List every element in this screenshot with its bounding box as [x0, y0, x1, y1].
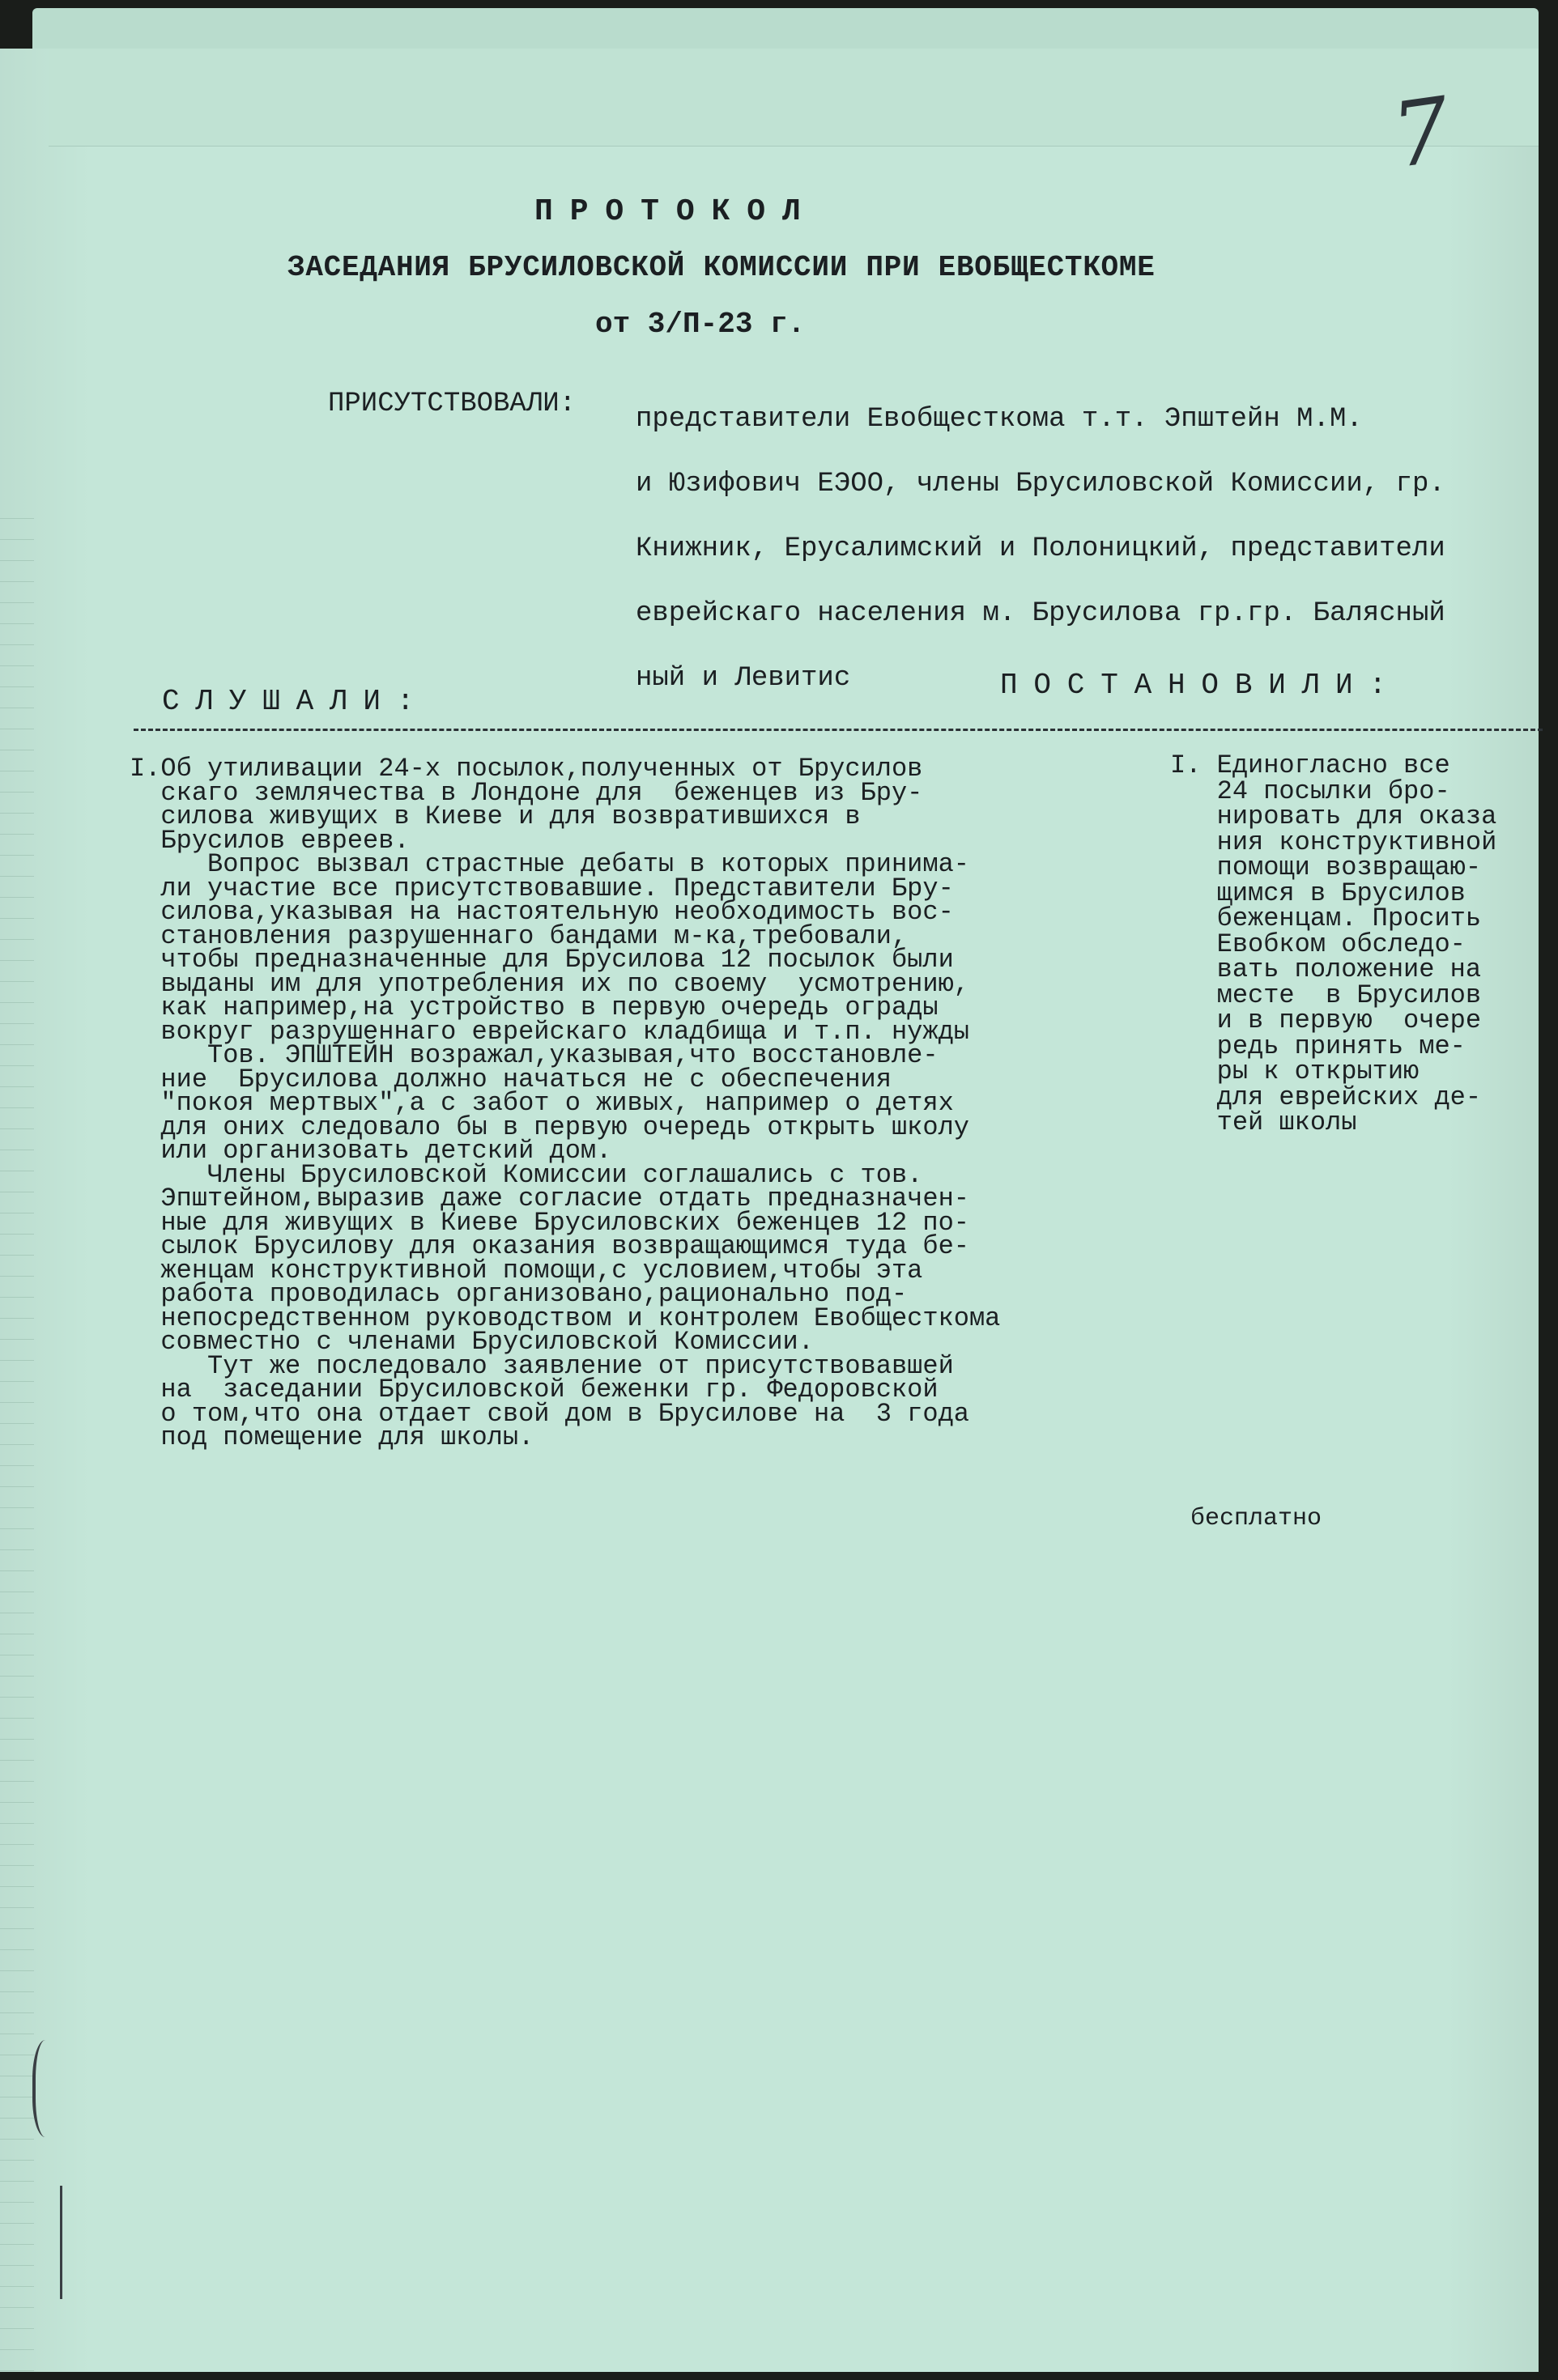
header-divider	[134, 729, 1543, 731]
heard-line: непосредственном руководством и контролем Евобщесткома	[130, 1303, 1001, 1333]
document-subtitle: ЗАСЕДАНИЯ БРУСИЛОВСКОЙ КОМИССИИ ПРИ ЕВОБЩЕСТКОМЕ	[287, 251, 1156, 284]
heard-line: силова живущих в Киеве и для возвратившихся в	[130, 801, 861, 831]
heard-line: силова,указывая на настоятельную необходимость вос-	[130, 897, 954, 927]
resolved-line: ры к открытию	[1170, 1056, 1420, 1086]
attendee-line: представители Евобщесткома т.т. Эпштейн М.М.	[636, 404, 1363, 435]
heard-line: выданы им для употребления их по своему усмотрению,	[130, 968, 969, 999]
heard-line: становления разрушеннаго бандами м-ка,требовали,	[130, 920, 908, 951]
resolved-line: и в первую очере	[1170, 1005, 1482, 1035]
top-sheet-edge	[49, 49, 1539, 147]
heard-line: Эпштейном,выразив даже согласие отдать предназначен-	[130, 1184, 969, 1213]
resolved-line: редь принять ме-	[1170, 1031, 1466, 1061]
heard-line: ные для живущих в Киеве Брусиловских беженцев 12 по-	[130, 1207, 969, 1238]
heard-line: скаго землячества в Лондоне для беженцев из Бру-	[130, 777, 923, 808]
heard-line: сылок Брусилову для оказания возвращающимся туда бе-	[130, 1231, 969, 1261]
heard-line: Вопрос вызвал страстные дебаты в которых принима-	[130, 849, 969, 879]
graph-paper-strip	[0, 518, 34, 2380]
heard-line: Тов. ЭПШТЕЙН возражал,указывая,что восстановле-	[130, 1040, 939, 1070]
heard-line: Брусилов евреев.	[130, 825, 410, 856]
column-resolved-header: ПОСТАНОВИЛИ:	[1000, 669, 1403, 702]
heard-line: совместно с членами Брусиловской Комиссии.	[130, 1327, 814, 1357]
resolved-line: для еврейских де-	[1170, 1082, 1482, 1112]
heard-line: Тут же последовало заявление от присутствовавшей	[130, 1350, 954, 1381]
heard-line: для оних следовало бы в первую очередь открыть школу	[130, 1111, 969, 1142]
heard-line: под помещение для школы.	[130, 1422, 534, 1452]
heard-line: или организовать детский дом.	[130, 1136, 612, 1166]
resolved-line: месте в Брусилов	[1170, 980, 1482, 1010]
attendee-line: и Юзифович ЕЭОО, члены Брусиловской Комиссии, гр.	[636, 469, 1445, 499]
page-number: 7	[1386, 77, 1457, 189]
resolved-line: помощи возвращаю-	[1170, 852, 1482, 882]
attendees-label: ПРИСУТСТВОВАЛИ:	[328, 389, 577, 419]
heard-line: на заседании Брусиловской беженки гр. Федоровской	[130, 1375, 939, 1405]
attendees-list	[636, 387, 1445, 711]
column-heard-header: СЛУШАЛИ:	[162, 685, 431, 718]
handwritten-insert: бесплатно	[1190, 1505, 1322, 1532]
attendee-line: Книжник, Ерусалимский и Полоницкий, представители	[636, 533, 1445, 564]
document-title: ПРОТОКОЛ	[534, 194, 818, 229]
heard-line: ли участие все присутствовавшие. Представители Бру-	[130, 873, 954, 903]
heard-line: женцам конструктивной помощи,с условием,чтобы эта	[130, 1255, 923, 1286]
resolved-line: Евобком обследо-	[1170, 929, 1466, 959]
heard-line: чтобы предназначенные для Брусилова 12 посылок были	[130, 945, 954, 975]
resolved-line: 24 посылки бро-	[1170, 776, 1450, 806]
attendee-line: еврейскаго населения м. Брусилова гр.гр. Балясный	[636, 598, 1445, 629]
heard-line: как например,на устройство в первую очередь ограды	[130, 992, 939, 1022]
heard-line: "покоя мертвых",а с забот о живых, например о детях	[130, 1088, 954, 1118]
heard-line: ние Брусилова должно начаться не с обеспечения	[130, 1064, 892, 1094]
heard-section	[130, 754, 1001, 1452]
resolved-line: беженцам. Просить	[1170, 903, 1482, 933]
heard-line: Члены Брусиловской Комиссии соглашались с тов.	[130, 1159, 923, 1190]
resolved-line: вать положение на	[1170, 954, 1482, 984]
heard-line: о том,что она отдает свой дом в Брусилове на 3 года	[130, 1398, 969, 1429]
resolved-line: ния конструктивной	[1170, 827, 1497, 857]
document-date: от 3/П-23 г.	[595, 308, 806, 341]
resolved-line: I. Единогласно все	[1170, 750, 1450, 780]
resolved-line: тей школы	[1170, 1107, 1357, 1137]
resolved-line: нировать для оказа	[1170, 801, 1497, 831]
heard-line: вокруг разрушеннаго еврейскаго кладбища и т.п. нужды	[130, 1016, 969, 1047]
resolved-line: щимся в Брусилов	[1170, 878, 1466, 908]
attendee-line: ный и Левитис	[636, 663, 851, 694]
resolved-section	[1170, 750, 1497, 1137]
margin-handwriting-mark	[32, 2040, 65, 2137]
heard-line: работа проводилась организовано,рационально под-	[130, 1279, 908, 1309]
heard-line: I.Об утиливации 24-х посылок,полученных от Брусилов	[130, 754, 923, 784]
margin-handwriting-mark-2	[36, 2186, 62, 2299]
